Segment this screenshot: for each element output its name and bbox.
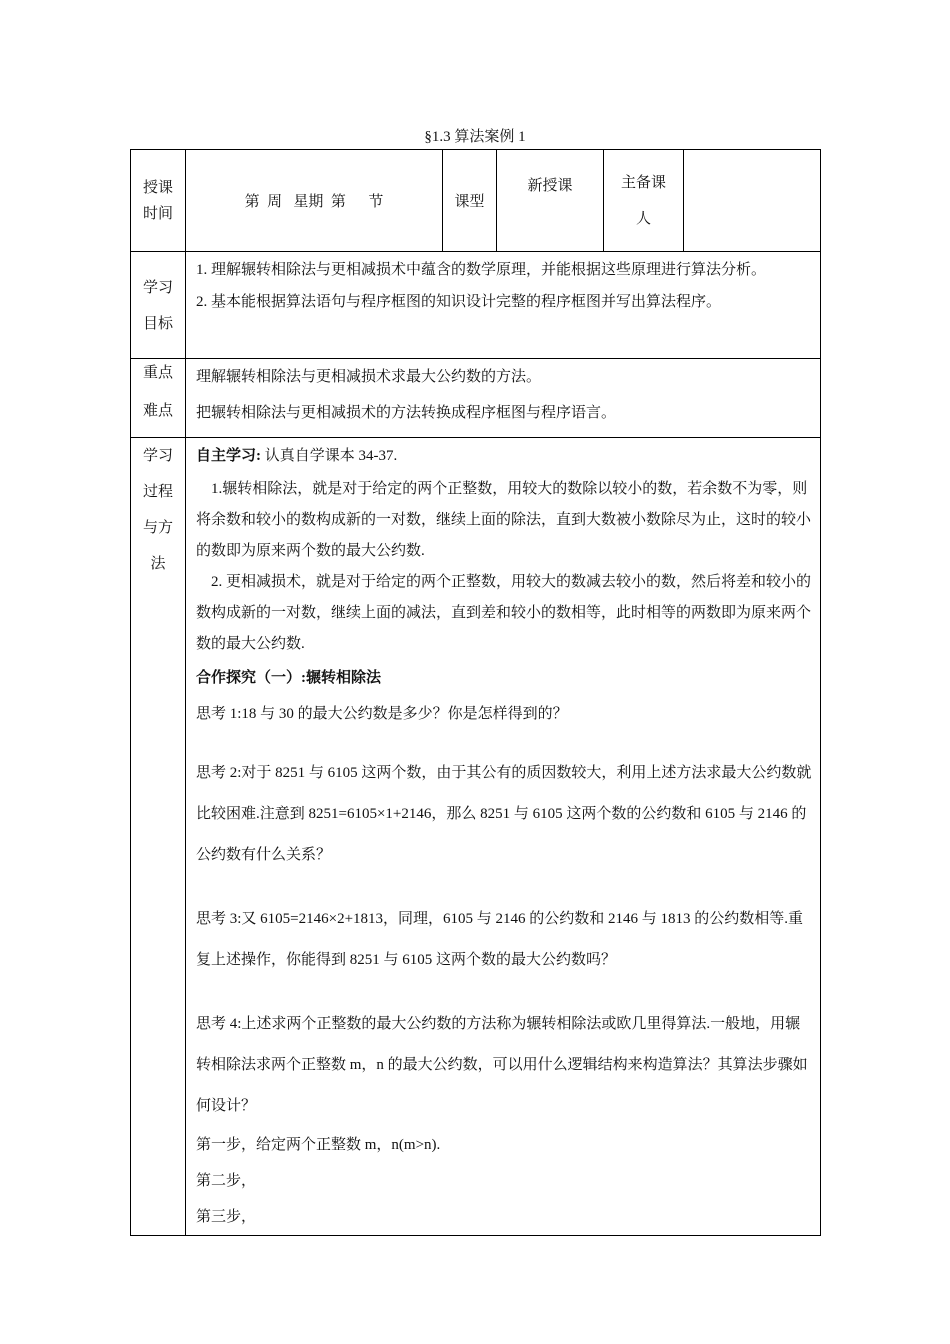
process-label-1: 学习: [142, 448, 173, 464]
time-label-2: 时间: [142, 205, 173, 222]
process-content-cell: [186, 438, 821, 1236]
goal-line-2: 2. 基本能根据算法语句与程序框图的知识设计完整的程序框图并写出算法程序。: [196, 294, 722, 310]
coop-title: 合作探究（一）:辗转相除法: [196, 670, 381, 686]
type-label: 课型: [454, 194, 485, 210]
time-value: 第 周 星期 第 节: [244, 194, 384, 210]
process-row: [131, 438, 821, 1236]
author-value-cell: [684, 150, 821, 252]
step-1: 第一步，给定两个正整数 m，n(m>n).: [196, 1137, 441, 1153]
key-text-cell: [186, 359, 821, 438]
goals-label-cell: [131, 252, 186, 359]
spacer-2: [196, 876, 812, 899]
goals-label-2: 目标: [142, 316, 173, 332]
goals-row: [131, 252, 821, 359]
spacer-3: [196, 981, 812, 1004]
process-label-2: 过程: [142, 484, 173, 500]
process-label-cell: [131, 438, 186, 1236]
step-3: 第三步，: [196, 1209, 257, 1225]
spacer-1: [196, 732, 812, 753]
lesson-plan-table: [130, 149, 821, 1236]
think-3: 思考 3:又 6105=2146×2+1813，同理，6105 与 2146 的公约数和 2146 与 1813 的公约数相等.重复上述操作，你能得到 8251 与 6105 这两个数的最大公约数吗？: [196, 911, 804, 968]
key-line-2: 把辗转相除法与更相减损术的方法转换成程序框图与程序语言。: [196, 405, 617, 421]
method-para-1: 1.辗转相除法，就是对于给定的两个正整数，用较大的数除以较小的数，若余数不为零，则将余数和较小的数构成新的一对数，继续上面的除法，直到大数被小数除尽为止，这时的较小的数即为原来两个数的最大公约数.: [196, 481, 812, 559]
goals-text-cell: [186, 252, 821, 359]
author-label-2: 人: [635, 211, 651, 227]
time-label-1: 授课: [142, 179, 173, 196]
goals-label-1: 学习: [142, 280, 173, 296]
key-label-1: 重点: [142, 365, 173, 381]
think-4: 思考 4:上述求两个正整数的最大公约数的方法称为辗转相除法或欧几里得算法.一般地，用辗转相除法求两个正整数 m，n 的最大公约数，可以用什么逻辑结构来构造算法？其算法步骤如何设计？: [196, 1016, 808, 1114]
think-1: 思考 1:18 与 30 的最大公约数是多少？你是怎样得到的？: [196, 706, 568, 722]
key-line-1: 理解辗转相除法与更相减损术求最大公约数的方法。: [196, 369, 542, 385]
self-study-text: 认真自学课本 34-37.: [261, 448, 398, 464]
time-value-cell: [186, 150, 443, 252]
key-row: [131, 359, 821, 438]
type-value-cell: [497, 150, 604, 252]
page-title: §1.3 算法案例 1: [424, 129, 526, 145]
process-label-3: 与方: [142, 520, 173, 536]
process-label-4: 法: [150, 556, 166, 572]
goal-line-1: 1. 理解辗转相除法与更相减损术中蕴含的数学原理，并能根据这些原理进行算法分析。: [196, 262, 767, 278]
author-label-1: 主备课: [620, 175, 666, 191]
key-label-2: 难点: [142, 403, 173, 419]
method-para-2: 2. 更相减损术，就是对于给定的两个正整数，用较大的数减去较小的数，然后将差和较小的数构成新的一对数，继续上面的减法，直到差和较小的数相等，此时相等的两数即为原来两个数的最大公约数.: [196, 574, 812, 652]
self-study-line: [196, 438, 812, 474]
self-study-title: 自主学习:: [196, 448, 261, 464]
type-label-cell: [443, 150, 497, 252]
step-2: 第二步，: [196, 1173, 257, 1189]
think-2: 思考 2:对于 8251 与 6105 这两个数，由于其公有的质因数较大，利用上述方法求最大公约数就比较困难.注意到 8251=6105×1+2146，那么 8251 与 6105 这两个数的公约数和 6105 与 2146 的公约数有什么关系？: [196, 765, 812, 863]
key-label-cell: [131, 359, 186, 438]
header-row: [131, 150, 821, 252]
time-label-cell: [131, 150, 186, 252]
author-label-cell: [604, 150, 684, 252]
type-value: 新授课: [527, 178, 573, 194]
